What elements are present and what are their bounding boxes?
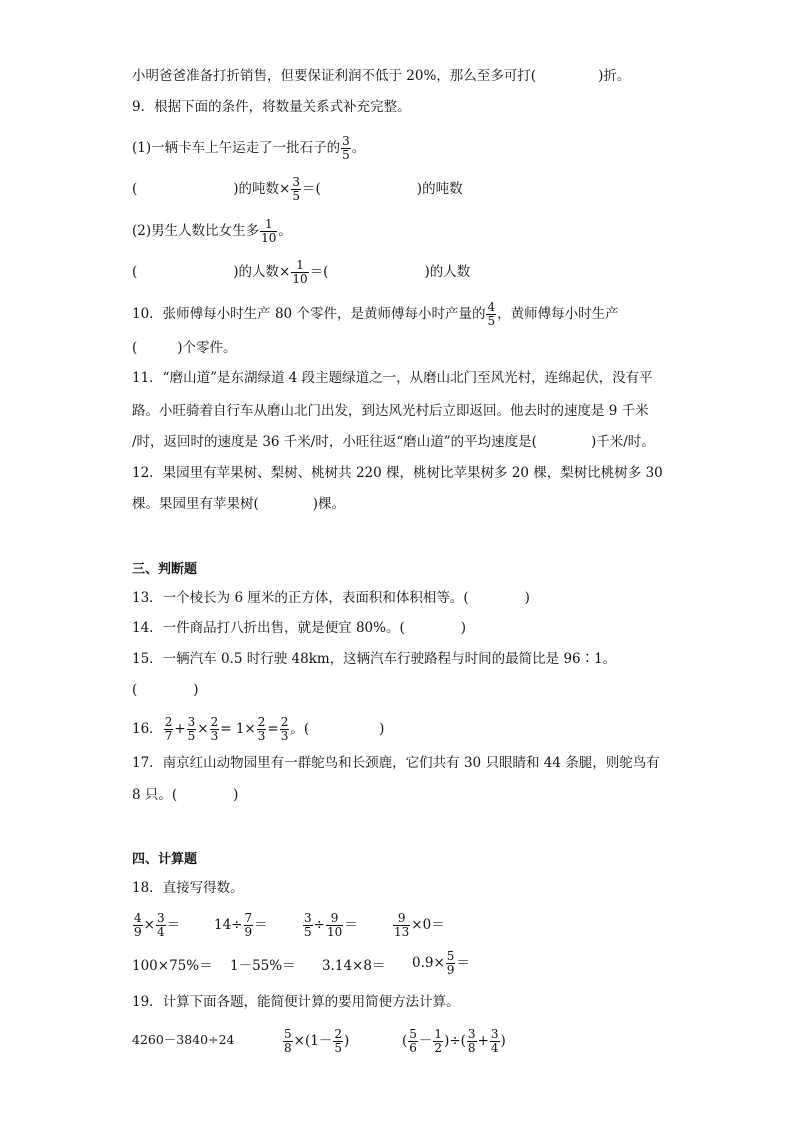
- question-9-formula-2: ( )的人数× $\frac{1}{10}$ ＝( )的人数: [132, 258, 471, 286]
- fraction: $\frac{3}{5}$: [187, 715, 196, 743]
- fraction: $\frac{3}{5}$: [292, 175, 301, 203]
- fraction: $\frac{1}{10}$: [292, 258, 308, 286]
- question-14: 14．一件商品打八折出售，就是便宜 80%。( ): [132, 620, 467, 636]
- fraction: $\frac{2}{3}$: [210, 715, 219, 743]
- fraction: $\frac{2}{3}$: [257, 715, 266, 743]
- question-19-title: 19．计算下面各题，能简便计算的要用简便方法计算。: [132, 994, 460, 1010]
- question-18-title: 18．直接写得数。: [132, 880, 244, 896]
- fraction: $\frac{4}{5}$: [487, 300, 496, 328]
- question-9-title: 9．根据下面的条件，将数量关系式补充完整。: [132, 99, 411, 115]
- question-12-line-2: 棵。果园里有苹果树( )棵。: [132, 496, 346, 512]
- section-title-calculation: 四、计算题: [132, 852, 198, 867]
- question-13: 13．一个棱长为 6 厘米的正方体，表面积和体积相等。( ): [132, 590, 530, 606]
- question-11-line-3: /时，返回时的速度是 36 千米/时，小旺往返“磨山道”的平均速度是( )千米/时。: [132, 434, 655, 450]
- question-9-part-1: (1)一辆卡车上午运走了一批石子的 $\frac{3}{5}$ 。: [132, 134, 366, 162]
- fraction: $\frac{3}{5}$: [342, 134, 350, 162]
- q18-item-a: $\frac{4}{9}$ × $\frac{3}{4}$ ＝: [134, 911, 181, 939]
- fraction: $\frac{2}{7}$: [164, 715, 173, 743]
- q18-item-c: $\frac{3}{5}$ ÷ $\frac{9}{10}$ ＝: [304, 911, 358, 939]
- question-15-answer: ( ): [132, 682, 199, 698]
- q19-item-a: 4260－3840÷24: [132, 1032, 235, 1047]
- section-title-judgement: 三、判断题: [132, 562, 198, 577]
- question-10-line-2: ( )个零件。: [132, 340, 237, 356]
- question-17-line-2: 8 只。( ): [132, 787, 239, 803]
- fraction: $\frac{1}{10}$: [261, 217, 277, 245]
- question-9-formula-1: ( )的吨数× $\frac{3}{5}$ ＝( )的吨数: [132, 175, 463, 203]
- q18-item-e: 100×75%＝: [132, 958, 213, 974]
- question-15: 15．一辆汽车 0.5 时行驶 48km，这辆汽车行驶路程与时间的最简比是 96∶1。: [132, 651, 617, 667]
- question-12-line-1: 12．果园里有苹果树、梨树、桃树共 220 棵，桃树比苹果树多 20 棵，梨树比桃树多 30: [132, 465, 663, 481]
- question-8-tail: 小明爸爸准备打折销售，但要保证利润不低于 20%，那么至多可打( )折。: [132, 68, 631, 84]
- q18-item-b: 14÷ $\frac{7}{9}$ ＝: [214, 911, 268, 939]
- q19-item-c: ( $\frac{5}{6}$ － $\frac{1}{2}$ )÷( $\frac{3}{8}$ + $\frac{3}{4}$ ): [402, 1027, 506, 1055]
- q18-item-d: $\frac{9}{13}$ ×0＝: [394, 911, 445, 939]
- q18-item-f: 1－55%＝: [230, 958, 296, 974]
- fraction: $\frac{2}{3}$: [280, 715, 289, 743]
- question-10-line-1: 10．张师傅每小时生产 80 个零件，是黄师傅每小时产量的 $\frac{4}{5}$ ，黄师傅每小时生产: [132, 300, 619, 328]
- q19-item-b: $\frac{5}{8}$ ×(1－ $\frac{2}{5}$ ): [284, 1027, 350, 1055]
- question-11-line-2: 路。小旺骑着自行车从磨山北门出发，到达风光村后立即返回。他去时的速度是 9 千米: [132, 403, 649, 419]
- question-9-part-2: (2)男生人数比女生多 $\frac{1}{10}$ 。: [132, 217, 292, 245]
- question-17-line-1: 17．南京红山动物园里有一群鸵鸟和长颈鹿，它们共有 30 只眼睛和 44 条腿，则鸵鸟有: [132, 755, 660, 771]
- question-11-line-1: 11．“磨山道”是东湖绿道 4 段主题绿道之一，从磨山北门至风光村，连绵起伏，没有平: [132, 370, 653, 386]
- question-16: 16． $\frac{2}{7}$ + $\frac{3}{5}$ × $\frac{2}{3}$ = 1× $\frac{2}{3}$ = $\frac{2}{3}$ 。( ): [132, 715, 385, 743]
- q18-item-h: 0.9× $\frac{5}{9}$ ＝: [412, 949, 470, 977]
- q18-item-g: 3.14×8＝: [322, 958, 386, 974]
